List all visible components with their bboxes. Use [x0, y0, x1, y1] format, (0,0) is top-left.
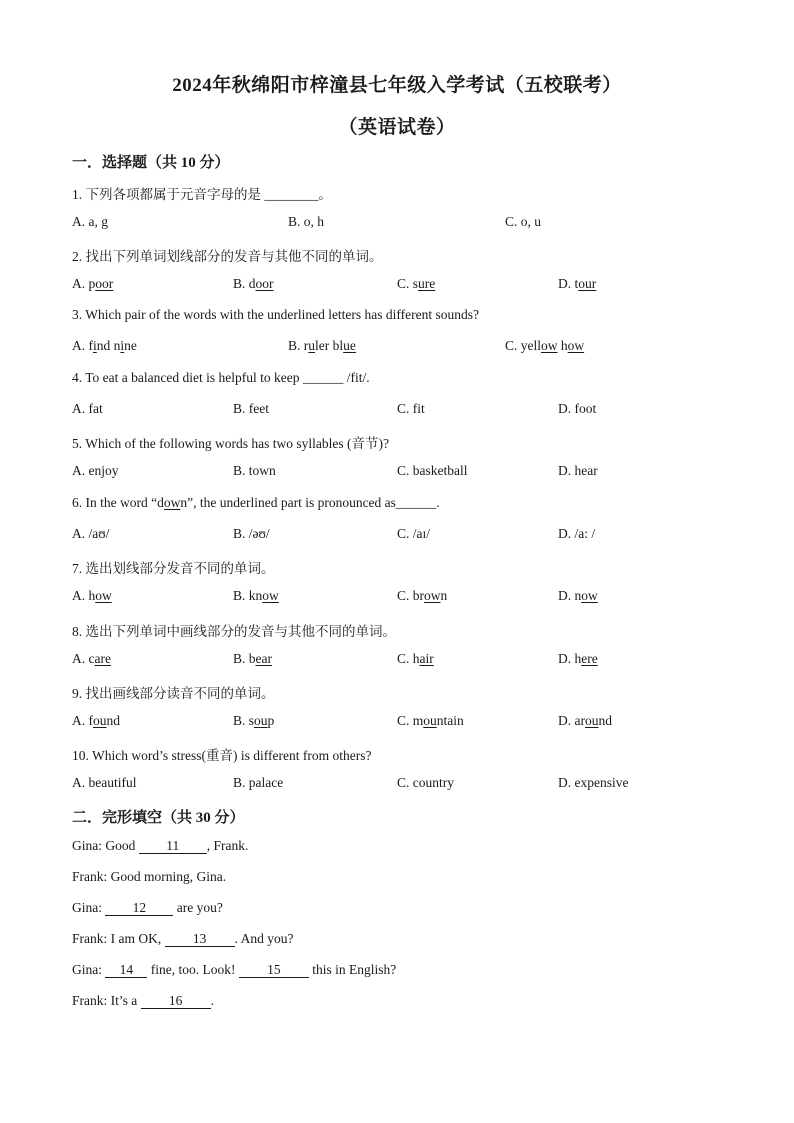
option-text: C. yell	[505, 338, 541, 353]
dialogue-line	[72, 962, 396, 978]
option-a	[72, 214, 108, 230]
option-text: ntain	[436, 713, 464, 728]
option-c	[397, 651, 434, 667]
underlined-letters: ou	[93, 713, 107, 728]
underlined-letters: ou	[585, 713, 599, 728]
option-text: A. f	[72, 338, 93, 353]
underlined-letters: ow	[581, 588, 598, 603]
option-c	[397, 588, 447, 604]
underlined-letters: ure	[418, 276, 436, 291]
dialogue-text: are you?	[173, 900, 223, 915]
page-title: 2024年秋绵阳市梓潼县七年级入学考试（五校联考）	[172, 75, 622, 96]
option-text: B. feet	[233, 401, 269, 416]
option-text: A. c	[72, 651, 95, 666]
answer-blank-13: 13	[165, 932, 235, 947]
option-text: A. f	[72, 713, 93, 728]
option-b	[233, 651, 272, 667]
option-b	[233, 713, 274, 729]
option-text: D. /a: /	[558, 526, 596, 541]
option-text: ler bl	[315, 338, 344, 353]
option-text: A. p	[72, 276, 96, 291]
dialogue-text: fine, too. Look!	[147, 962, 239, 977]
option-a	[72, 276, 113, 292]
dialogue-text: Frank: I am OK,	[72, 931, 165, 946]
option-b	[233, 775, 283, 791]
question-7-options	[72, 588, 752, 608]
option-text: n	[440, 588, 448, 603]
underlined-letters: ou	[423, 713, 437, 728]
option-d	[558, 775, 628, 791]
option-text: A. h	[72, 588, 96, 603]
option-text: D. ar	[558, 713, 585, 728]
option-text: C. basketball	[397, 463, 468, 478]
question-6-options	[72, 526, 752, 546]
underlined-letters: ere	[581, 651, 598, 666]
underlined-letters: ow	[424, 588, 441, 603]
option-text: C. fit	[397, 401, 425, 416]
page-subtitle: （英语试卷）	[338, 117, 456, 138]
answer-blank-16: 16	[141, 994, 211, 1009]
option-a	[72, 526, 109, 542]
option-d	[558, 526, 595, 542]
dialogue-text: , Frank.	[206, 838, 249, 853]
option-a	[72, 401, 103, 417]
question-2-options	[72, 276, 752, 296]
option-a	[72, 651, 111, 667]
option-text: D. h	[558, 651, 582, 666]
question-8-options	[72, 651, 752, 671]
option-b	[233, 526, 270, 542]
option-text: C. o, u	[505, 214, 542, 229]
option-text: B. d	[233, 276, 256, 291]
dialogue-text: Gina:	[72, 900, 106, 915]
option-text: A. enjoy	[72, 463, 119, 478]
dialogue-text: this in English?	[308, 962, 397, 977]
question-5-options	[72, 463, 752, 483]
option-text: A. beautiful	[72, 775, 137, 790]
option-text: h	[557, 338, 568, 353]
dialogue-text: .	[210, 993, 214, 1008]
underlined-letters: our	[578, 276, 597, 291]
option-text: nd	[598, 713, 612, 728]
option-d	[558, 651, 598, 667]
option-text: B. b	[233, 651, 256, 666]
option-b	[288, 338, 356, 354]
answer-blank-12: 12	[105, 901, 173, 916]
option-text: C. /aɪ/	[397, 526, 430, 541]
option-text: D. t	[558, 276, 579, 291]
underlined-letters: i	[93, 338, 97, 353]
option-text: B. r	[288, 338, 309, 353]
dialogue-line	[72, 993, 214, 1009]
underlined-letters: are	[94, 651, 111, 666]
underlined-letters: ou	[254, 713, 268, 728]
option-text: nd	[106, 713, 120, 728]
option-text: D. foot	[558, 401, 597, 416]
question-3-stem: 3. Which pair of the words with the underlined letters has different sounds?	[72, 307, 480, 322]
option-c	[505, 214, 541, 230]
option-text: C. m	[397, 713, 424, 728]
question-stem-text: n”, the underlined part is pronounced as______.	[180, 495, 440, 510]
underlined-letters: oor	[95, 276, 114, 291]
option-text: B. o, h	[288, 214, 325, 229]
question-9-stem: 9. 找出画线部分读音不同的单词。	[72, 686, 275, 701]
option-d	[558, 401, 596, 417]
dialogue-text: Frank: It’s a	[72, 993, 141, 1008]
question-8-stem: 8. 选出下列单词中画线部分的发音与其他不同的单词。	[72, 624, 396, 639]
option-text: C. h	[397, 651, 420, 666]
option-c	[397, 401, 425, 417]
option-text: B. town	[233, 463, 276, 478]
option-text: D. expensive	[558, 775, 629, 790]
underlined-letters: ear	[255, 651, 272, 666]
underlined-letters: ow	[567, 338, 585, 353]
underlined-letters: ow	[262, 588, 279, 603]
option-c	[397, 276, 435, 292]
underlined-letters: ue	[343, 338, 356, 353]
question-10-options	[72, 775, 752, 795]
option-b	[288, 214, 324, 230]
underlined-letters: ow	[541, 338, 558, 353]
option-d	[558, 588, 598, 604]
underlined-letters: air	[419, 651, 434, 666]
option-a	[72, 463, 119, 479]
underlined-letters: oor	[255, 276, 274, 291]
answer-blank-15: 15	[239, 963, 309, 978]
underlined-letters: u	[308, 338, 315, 353]
option-text: B. s	[233, 713, 255, 728]
option-d	[558, 463, 598, 479]
question-1-options	[72, 214, 752, 234]
question-1-stem: 1. 下列各项都属于元音字母的是 ________。	[72, 187, 332, 202]
option-c	[397, 713, 464, 729]
underlined-letters: ow	[163, 495, 181, 510]
option-text: A. /aʊ/	[72, 526, 110, 541]
option-text: nd n	[96, 338, 121, 353]
option-text: B. palace	[233, 775, 284, 790]
option-text: ne	[124, 338, 137, 353]
dialogue-line	[72, 931, 293, 947]
option-text: B. /əʊ/	[233, 526, 270, 541]
option-a	[72, 713, 120, 729]
answer-blank-11: 11	[139, 839, 207, 854]
option-c	[397, 775, 454, 791]
underlined-letters: ow	[95, 588, 112, 603]
question-10-stem: 10. Which word’s stress(重音) is different from others?	[72, 748, 372, 763]
option-text: C. s	[397, 276, 419, 291]
question-3-options	[72, 338, 752, 358]
option-text: C. br	[397, 588, 424, 603]
question-4-stem: 4. To eat a balanced diet is helpful to keep ______ /fit/.	[72, 370, 370, 385]
dialogue-text: Frank: Good morning, Gina.	[72, 869, 227, 884]
section1-heading: 一．选择题（共 10 分）	[72, 155, 230, 171]
option-text: p	[267, 713, 275, 728]
question-stem-text: 6. In the word “d	[72, 495, 164, 510]
dialogue-text: . And you?	[234, 931, 294, 946]
dialogue-text: Gina:	[72, 962, 106, 977]
option-a	[72, 775, 136, 791]
question-9-options	[72, 713, 752, 733]
option-c	[397, 526, 430, 542]
question-7-stem: 7. 选出划线部分发音不同的单词。	[72, 561, 275, 576]
option-a	[72, 338, 137, 354]
option-d	[558, 713, 612, 729]
dialogue-line	[72, 900, 223, 916]
option-b	[233, 401, 269, 417]
option-b	[233, 588, 279, 604]
option-text: B. kn	[233, 588, 263, 603]
option-d	[558, 276, 596, 292]
option-c	[397, 463, 468, 479]
question-5-stem: 5. Which of the following words has two syllables (音节)?	[72, 436, 389, 451]
option-text: D. n	[558, 588, 582, 603]
option-b	[233, 276, 274, 292]
answer-blank-14: 14	[105, 963, 147, 978]
option-text: A. fat	[72, 401, 103, 416]
section2-heading: 二．完形填空（共 30 分）	[72, 810, 245, 826]
dialogue-line	[72, 838, 248, 854]
question-4-options	[72, 401, 752, 421]
option-c	[505, 338, 584, 354]
option-a	[72, 588, 112, 604]
option-text: A. a, g	[72, 214, 108, 229]
question-2-stem: 2. 找出下列单词划线部分的发音与其他不同的单词。	[72, 249, 383, 264]
dialogue-text: Gina: Good	[72, 838, 139, 853]
dialogue-line	[72, 869, 226, 885]
option-text: C. country	[397, 775, 454, 790]
option-b	[233, 463, 276, 479]
option-text: D. hear	[558, 463, 598, 478]
question-6-stem	[72, 495, 440, 511]
underlined-letters: i	[120, 338, 125, 353]
